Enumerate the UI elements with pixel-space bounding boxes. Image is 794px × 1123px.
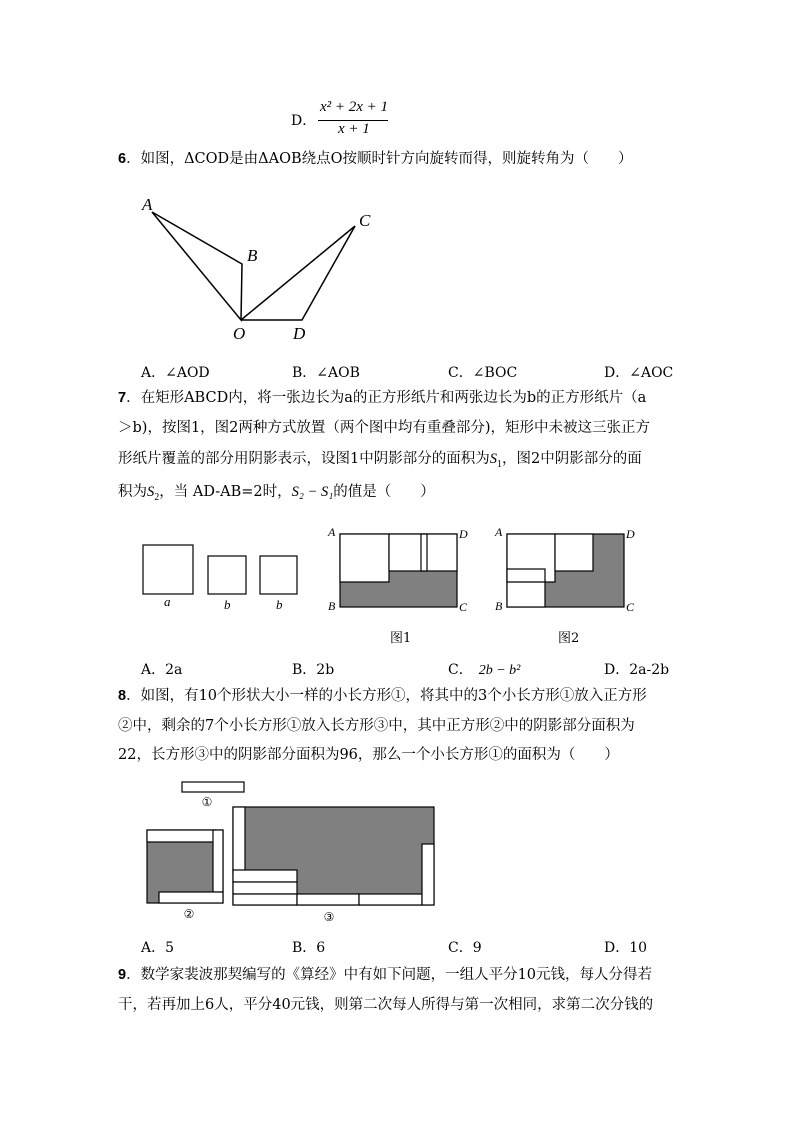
r3-vertical-right [422, 844, 434, 905]
q7-figure-1 [325, 522, 475, 622]
sq2-rect-right [213, 830, 223, 892]
q8-text-1: ．如图，有10个形状大小一样的小长方形①，将其中的3个小长方形①放入正方形 [126, 688, 647, 704]
r3-h4 [297, 894, 359, 905]
fig2-square-b2 [507, 569, 545, 607]
q7-text-4c: 的值是（ ） [333, 484, 435, 500]
q6-number: 6 [118, 151, 127, 167]
q7-line-2: ＞b)，按图1，图2两种方式放置（两个图中均有重叠部分)，矩形中未被这三张正方 [118, 420, 651, 436]
label-o: O [233, 324, 246, 343]
q7-s2-letter: S [147, 484, 155, 500]
q7-squares [138, 540, 308, 615]
q7-option-a[interactable]: A．2a [141, 662, 183, 678]
q9-text-1: ．数学家裴波那契编写的《算经》中有如下问题，一组人平分10元钱，每人分得若 [126, 967, 653, 983]
q6-question [118, 149, 633, 169]
q7-line-3 [118, 449, 642, 475]
q7-figure-2 [492, 522, 642, 622]
r3-h2 [233, 882, 297, 894]
fig1-square-a [340, 534, 389, 582]
q6-option-d[interactable]: D．∠AOC [604, 365, 674, 381]
square-a [143, 545, 193, 594]
q5-numerator: x² + 2x + 1 [320, 99, 389, 115]
q7-s2 [147, 484, 160, 503]
q7-s2-sub: 2 [154, 491, 160, 503]
q7-number: 7 [118, 390, 127, 406]
r3-h1 [233, 870, 297, 882]
q7-line-4 [118, 482, 435, 508]
q8-number: 8 [118, 688, 127, 704]
fig1-label-c: C [459, 600, 468, 614]
r3-h5 [359, 894, 422, 905]
q9-line-2: 干，若再加上6人，平分40元钱，则第二次每人所得与第一次相同，求第二次分钱的 [118, 997, 654, 1013]
q8-option-c[interactable]: C．9 [448, 940, 482, 956]
square-b1 [208, 556, 246, 594]
fig1-label-b: B [328, 599, 336, 613]
q6-option-b[interactable]: B．∠AOB [292, 365, 360, 381]
q7-text-1: ．在矩形ABCD内，将一张边长为a的正方形纸片和两张边长为b的正方形纸片（a [126, 390, 647, 406]
q7-option-c-label: C． [448, 662, 473, 678]
q9-line-1 [118, 965, 652, 985]
q8-line-3: 22，长方形③中的阴影部分面积为96，那么一个小长方形①的面积为（ ） [118, 747, 619, 763]
fig1-label-a: A [328, 525, 336, 539]
triangle-cod [241, 226, 355, 320]
fig1-label-d: D [459, 527, 468, 541]
r3-h3 [233, 894, 297, 905]
q8-line-2: ②中，剩余的7个小长方形①放入长方形③中，其中正方形②中的阴影部分面积为 [118, 718, 635, 734]
small-rectangle-1 [182, 782, 244, 792]
q7-s1-sub: 1 [496, 458, 502, 470]
q8-line-1 [118, 686, 647, 706]
q8-option-d[interactable]: D．10 [604, 940, 648, 956]
fig2-label-c: C [626, 600, 635, 614]
q5-denominator: x + 1 [338, 121, 370, 137]
q7-option-d[interactable]: D．2a-2b [604, 662, 670, 678]
q8-option-a[interactable]: A．5 [141, 940, 175, 956]
label-1: ① [201, 795, 213, 809]
q7-option-c[interactable] [448, 659, 520, 679]
q5-option-d-label: D． [291, 113, 317, 129]
label-b: B [247, 246, 258, 265]
label-a: A [142, 195, 153, 214]
label-d: D [293, 324, 306, 343]
fig2-label-a: A [495, 525, 503, 539]
sq2-rect-top [147, 830, 216, 842]
q6-option-c[interactable]: C．∠BOC [448, 365, 518, 381]
fig2-square-b1 [555, 534, 593, 571]
q7-option-b[interactable]: B．2b [292, 662, 335, 678]
label-2: ② [183, 907, 195, 921]
q7-text-4b: ，当 AD-AB=2时， [159, 484, 292, 500]
fig1-caption: 图1 [390, 631, 412, 646]
square-a-label: a [164, 594, 171, 609]
q7-expr: S₂ − S₁ [291, 484, 334, 500]
q8-option-b[interactable]: B．6 [292, 940, 326, 956]
fig2-label-d: D [626, 527, 635, 541]
q6-option-a[interactable]: A．∠AOD [141, 365, 210, 381]
sq2-rect-bottom [159, 892, 223, 903]
fig2-label-b: B [495, 599, 503, 613]
q7-s1-letter: S [489, 451, 497, 467]
fig2-caption: 图2 [558, 631, 580, 646]
r3-vertical-left [233, 807, 245, 873]
q9-number: 9 [118, 967, 127, 983]
q6-text: ．如图，ΔCOD是由ΔAOB绕点O按顺时针方向旋转而得，则旋转角为（ ） [126, 151, 633, 167]
square-b2-label: b [276, 597, 283, 612]
triangle-aob [152, 212, 242, 320]
q6-figure [138, 190, 388, 350]
q7-option-c-expr: 2b − b² [478, 663, 521, 678]
label-c: C [359, 211, 371, 230]
q7-text-3a: 形纸片覆盖的部分用阴影表示，设图1中阴影部分的面积为 [118, 451, 490, 467]
q7-line-1 [118, 388, 646, 408]
fig1-square-b2 [421, 534, 457, 571]
q7-s1 [489, 451, 502, 470]
q8-figure [140, 775, 440, 930]
q5-option-d-fraction [318, 99, 390, 141]
label-3: ③ [323, 910, 335, 924]
q7-text-4a: 积为 [118, 484, 147, 500]
square-b2 [260, 556, 297, 594]
square-b1-label: b [224, 597, 231, 612]
q7-text-3b: ，图2中阴影部分的面 [501, 451, 642, 467]
